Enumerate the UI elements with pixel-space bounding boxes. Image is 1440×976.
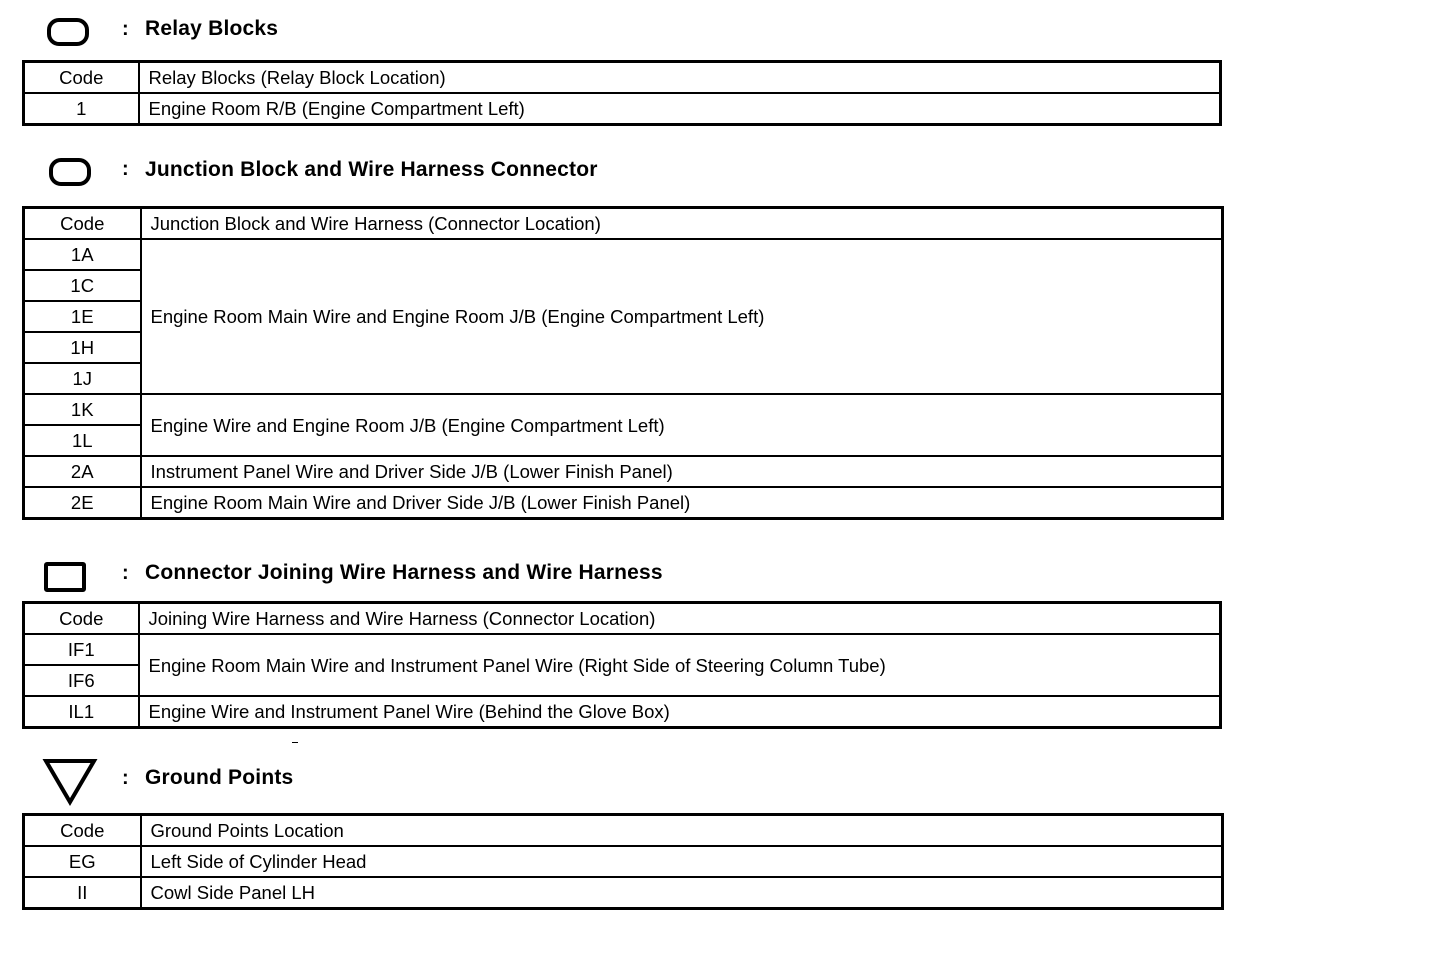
code-cell: 2E (24, 487, 141, 519)
ground-points-heading (0, 758, 1300, 798)
heading-colon: : (122, 562, 129, 584)
location-cell: Engine Room Main Wire and Instrument Panel Wire (Right Side of Steering Column Tube) (139, 634, 1221, 696)
location-header: Ground Points Location (141, 815, 1223, 847)
code-cell: 2A (24, 456, 141, 487)
table-row (24, 239, 1223, 270)
location-header: Joining Wire Harness and Wire Harness (Connector Location) (139, 603, 1221, 635)
table-row (24, 394, 1223, 425)
junction-block-table (22, 206, 1224, 520)
rounded-rect-icon (49, 158, 91, 186)
code-cell: 1C (24, 270, 141, 301)
code-cell: 1K (24, 394, 141, 425)
stray-mark (292, 742, 298, 743)
code-cell: 1H (24, 332, 141, 363)
section-title: Relay Blocks (145, 17, 279, 40)
location-header: Relay Blocks (Relay Block Location) (139, 62, 1221, 94)
table-header-row (24, 62, 1221, 94)
code-header: Code (24, 603, 139, 635)
location-cell: Engine Room R/B (Engine Compartment Left) (139, 93, 1221, 125)
connector-joining-table (22, 601, 1222, 729)
table-row (24, 634, 1221, 665)
code-cell: IL1 (24, 696, 139, 728)
table-row (24, 846, 1223, 877)
location-cell: Left Side of Cylinder Head (141, 846, 1223, 877)
heading-colon: : (122, 767, 129, 789)
code-cell: 1L (24, 425, 141, 456)
table-row (24, 456, 1223, 487)
table-header-row (24, 603, 1221, 635)
junction-block-heading (0, 152, 1300, 192)
code-cell: IF6 (24, 665, 139, 696)
triangle-down-icon (42, 758, 98, 806)
location-cell: Cowl Side Panel LH (141, 877, 1223, 909)
location-cell: Engine Wire and Instrument Panel Wire (Behind the Glove Box) (139, 696, 1221, 728)
heading-colon: : (122, 158, 129, 180)
section-title: Connector Joining Wire Harness and Wire Harness (145, 561, 663, 584)
table-row (24, 877, 1223, 909)
code-cell: 1J (24, 363, 141, 394)
code-header: Code (24, 208, 141, 240)
code-cell: II (24, 877, 141, 909)
location-cell: Engine Wire and Engine Room J/B (Engine Compartment Left) (141, 394, 1223, 456)
location-cell: Engine Room Main Wire and Driver Side J/B (Lower Finish Panel) (141, 487, 1223, 519)
code-cell: 1E (24, 301, 141, 332)
section-title: Junction Block and Wire Harness Connector (145, 158, 598, 181)
location-cell: Engine Room Main Wire and Engine Room J/B (Engine Compartment Left) (141, 239, 1223, 394)
section-title: Ground Points (145, 766, 294, 789)
location-cell: Instrument Panel Wire and Driver Side J/B (Lower Finish Panel) (141, 456, 1223, 487)
code-cell: 1A (24, 239, 141, 270)
relay-blocks-heading (0, 12, 1300, 52)
table-header-row (24, 208, 1223, 240)
ground-points-table (22, 813, 1224, 910)
table-row (24, 487, 1223, 519)
heading-colon: : (122, 18, 129, 40)
code-cell: IF1 (24, 634, 139, 665)
connector-joining-heading (0, 556, 1300, 596)
table-header-row (24, 815, 1223, 847)
rounded-rect-icon (47, 18, 89, 46)
table-row (24, 696, 1221, 728)
rect-icon (44, 562, 86, 592)
code-cell: EG (24, 846, 141, 877)
relay-blocks-table (22, 60, 1222, 126)
code-header: Code (24, 62, 139, 94)
location-header: Junction Block and Wire Harness (Connector Location) (141, 208, 1223, 240)
table-row (24, 93, 1221, 125)
code-cell: 1 (24, 93, 139, 125)
code-header: Code (24, 815, 141, 847)
